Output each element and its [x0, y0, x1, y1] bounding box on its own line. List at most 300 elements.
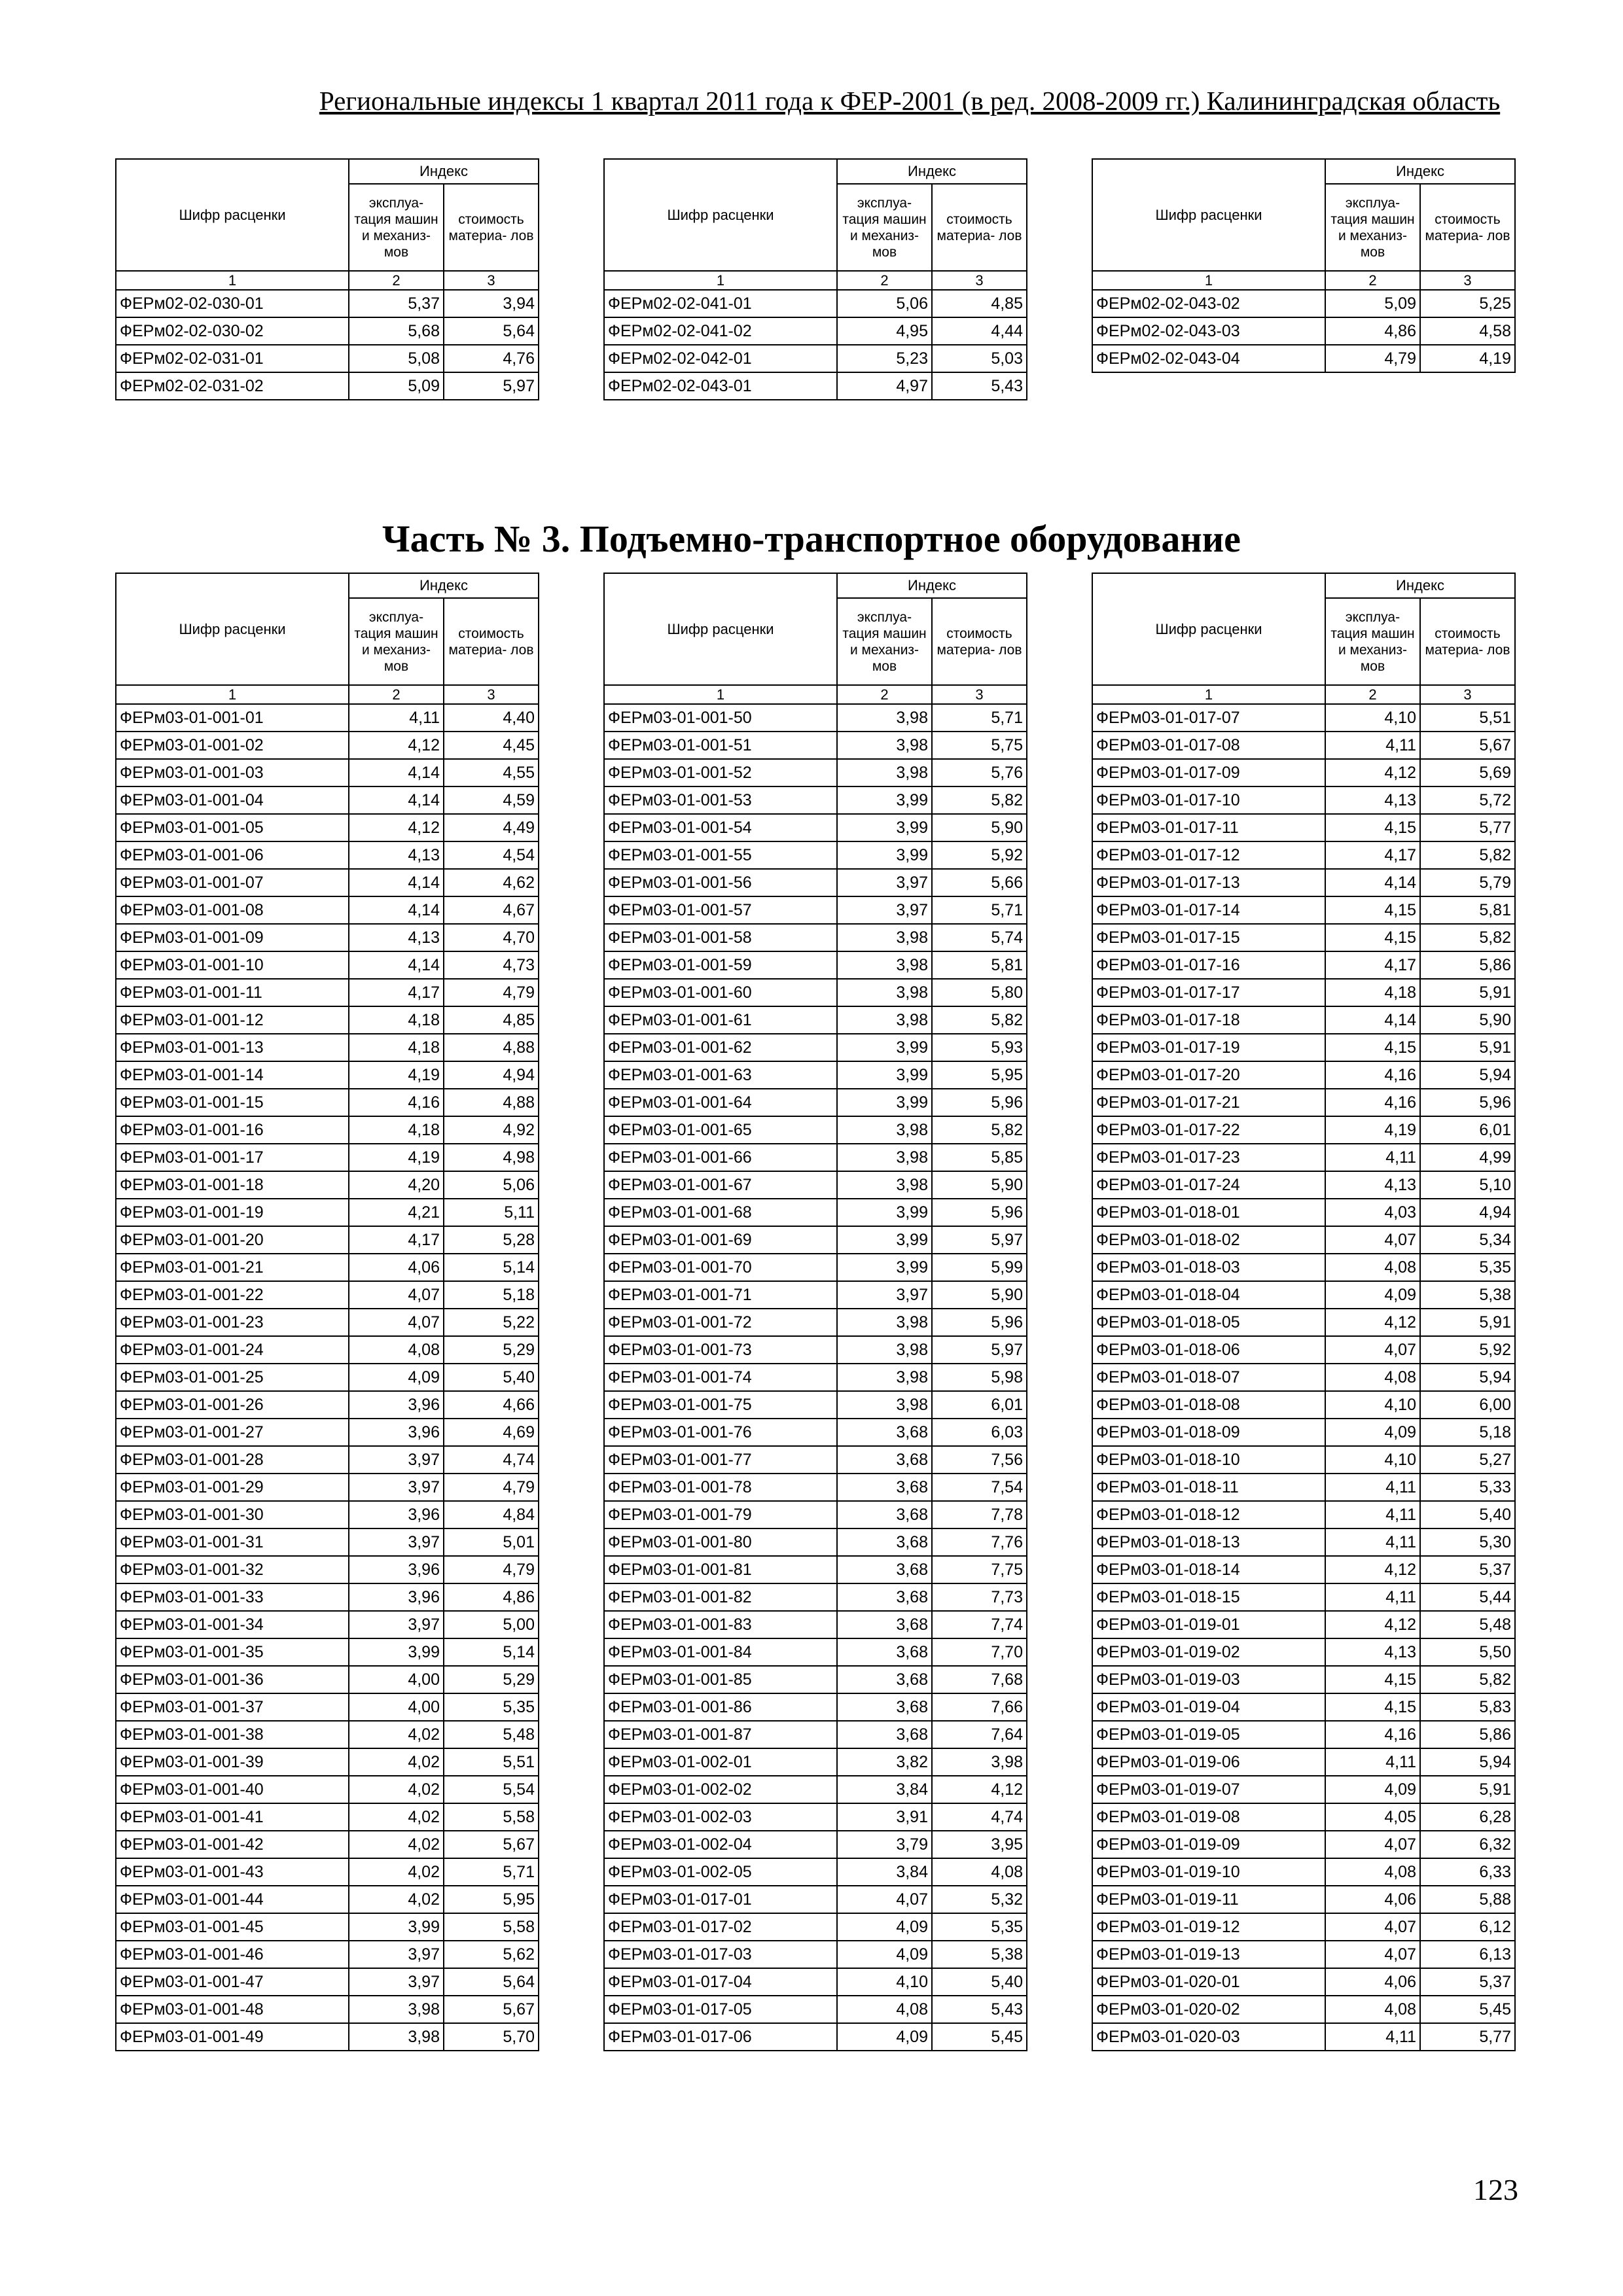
rate-code-cell: ФЕРм03-01-001-56	[604, 869, 837, 896]
materials-index-cell: 5,67	[444, 1831, 539, 1858]
materials-index-cell: 5,97	[444, 372, 539, 400]
machines-index-cell: 3,98	[837, 924, 932, 951]
materials-header: стоимость материа- лов	[1420, 598, 1515, 685]
table-row	[1092, 732, 1515, 759]
index-table	[115, 573, 539, 2051]
table-row	[604, 1556, 1027, 1583]
materials-index-cell: 4,70	[444, 924, 539, 951]
code-header: Шифр расценки	[1092, 573, 1325, 685]
materials-index-cell: 5,82	[1420, 924, 1515, 951]
rate-code-cell: ФЕРм03-01-001-11	[116, 979, 349, 1006]
machines-index-cell: 3,98	[349, 1996, 444, 2023]
rate-code-cell: ФЕРм03-01-017-05	[604, 1996, 837, 2023]
materials-index-cell: 5,43	[932, 1996, 1027, 2023]
materials-index-cell: 4,98	[444, 1144, 539, 1171]
table-row	[116, 1611, 539, 1638]
machines-index-cell: 4,11	[1325, 1144, 1420, 1171]
column-number: 1	[604, 685, 837, 704]
column-numbers-row	[604, 271, 1027, 290]
materials-index-cell: 5,90	[932, 1281, 1027, 1309]
table-row	[604, 345, 1027, 372]
rate-code-cell: ФЕРм02-02-031-01	[116, 345, 349, 372]
rate-code-cell: ФЕРм03-01-001-17	[116, 1144, 349, 1171]
rate-code-cell: ФЕРм02-02-043-02	[1092, 290, 1325, 317]
table-row	[116, 1309, 539, 1336]
rate-code-cell: ФЕРм03-01-001-43	[116, 1858, 349, 1886]
materials-index-cell: 5,35	[444, 1693, 539, 1721]
table-row	[116, 290, 539, 317]
rate-code-cell: ФЕРм03-01-001-07	[116, 869, 349, 896]
rate-code-cell: ФЕРм03-01-017-12	[1092, 841, 1325, 869]
table-row	[116, 1006, 539, 1034]
machines-index-cell: 4,19	[349, 1144, 444, 1171]
machines-index-cell: 4,10	[837, 1968, 932, 1996]
materials-index-cell: 4,76	[444, 345, 539, 372]
machines-index-cell: 4,11	[1325, 1528, 1420, 1556]
materials-index-cell: 5,95	[444, 1886, 539, 1913]
table-row	[604, 1254, 1027, 1281]
machines-index-cell: 3,99	[837, 786, 932, 814]
materials-index-cell: 4,99	[1420, 1144, 1515, 1171]
index-header: Индекс	[837, 573, 1027, 598]
rate-code-cell: ФЕРм03-01-001-22	[116, 1281, 349, 1309]
rate-code-cell: ФЕРм03-01-019-05	[1092, 1721, 1325, 1748]
table-row	[1092, 1528, 1515, 1556]
materials-index-cell: 5,77	[1420, 2023, 1515, 2051]
materials-index-cell: 5,90	[932, 1171, 1027, 1199]
machines-header: эксплуа- тация машин и механиз- мов	[1325, 184, 1420, 271]
machines-index-cell: 4,14	[349, 869, 444, 896]
table-row	[1092, 1144, 1515, 1171]
materials-index-cell: 5,75	[932, 732, 1027, 759]
table-row	[1092, 1941, 1515, 1968]
rate-code-cell: ФЕРм03-01-001-75	[604, 1391, 837, 1419]
machines-index-cell: 4,08	[1325, 1858, 1420, 1886]
machines-index-cell: 3,99	[349, 1638, 444, 1666]
index-table	[115, 158, 539, 400]
table-row	[604, 1419, 1027, 1446]
materials-index-cell: 7,74	[932, 1611, 1027, 1638]
index-table	[1092, 573, 1516, 2051]
table-row	[116, 841, 539, 869]
machines-index-cell: 3,99	[837, 814, 932, 841]
code-header: Шифр расценки	[1092, 159, 1325, 271]
column-number: 1	[1092, 685, 1325, 704]
machines-index-cell: 4,95	[837, 317, 932, 345]
rate-code-cell: ФЕРм03-01-017-02	[604, 1913, 837, 1941]
materials-index-cell: 6,00	[1420, 1391, 1515, 1419]
table-row	[116, 2023, 539, 2051]
machines-index-cell: 3,99	[349, 1913, 444, 1941]
machines-index-cell: 4,14	[349, 896, 444, 924]
materials-index-cell: 4,69	[444, 1419, 539, 1446]
machines-index-cell: 4,07	[1325, 1226, 1420, 1254]
materials-index-cell: 5,86	[1420, 1721, 1515, 1748]
table-row	[604, 1501, 1027, 1528]
rate-code-cell: ФЕРм03-01-017-14	[1092, 896, 1325, 924]
rate-code-cell: ФЕРм03-01-018-05	[1092, 1309, 1325, 1336]
machines-index-cell: 3,99	[837, 841, 932, 869]
materials-index-cell: 5,00	[444, 1611, 539, 1638]
table-row	[604, 1666, 1027, 1693]
rate-code-cell: ФЕРм03-01-001-59	[604, 951, 837, 979]
machines-index-cell: 4,17	[349, 979, 444, 1006]
machines-index-cell: 4,86	[1325, 317, 1420, 345]
table-row	[1092, 1446, 1515, 1474]
table-row	[604, 759, 1027, 786]
materials-index-cell: 7,66	[932, 1693, 1027, 1721]
table-row	[116, 1336, 539, 1364]
rate-code-cell: ФЕРм02-02-031-02	[116, 372, 349, 400]
materials-index-cell: 4,66	[444, 1391, 539, 1419]
machines-index-cell: 3,97	[349, 1611, 444, 1638]
table-row	[1092, 317, 1515, 345]
materials-index-cell: 5,70	[444, 2023, 539, 2051]
table-row	[1092, 869, 1515, 896]
table-row	[116, 1144, 539, 1171]
table-row	[116, 1528, 539, 1556]
materials-index-cell: 5,45	[1420, 1996, 1515, 2023]
rate-code-cell: ФЕРм03-01-017-04	[604, 1968, 837, 1996]
machines-index-cell: 3,68	[837, 1419, 932, 1446]
table-row	[604, 290, 1027, 317]
page-title: Региональные индексы 1 квартал 2011 года к ФЕР-2001 (в ред. 2008-2009 гг.) Калининградская область	[319, 86, 1501, 116]
rate-code-cell: ФЕРм03-01-001-55	[604, 841, 837, 869]
rate-code-cell: ФЕРм03-01-020-03	[1092, 2023, 1325, 2051]
rate-code-cell: ФЕРм03-01-001-12	[116, 1006, 349, 1034]
rate-code-cell: ФЕРм03-01-001-50	[604, 704, 837, 732]
table-row	[116, 1446, 539, 1474]
materials-index-cell: 5,76	[932, 759, 1027, 786]
table-row	[116, 1116, 539, 1144]
materials-index-cell: 4,88	[444, 1089, 539, 1116]
machines-index-cell: 4,11	[1325, 1583, 1420, 1611]
table-row	[604, 1171, 1027, 1199]
materials-index-cell: 5,94	[1420, 1061, 1515, 1089]
table-row	[116, 1391, 539, 1419]
machines-index-cell: 5,09	[1325, 290, 1420, 317]
rate-code-cell: ФЕРм03-01-001-42	[116, 1831, 349, 1858]
rate-code-cell: ФЕРм03-01-001-66	[604, 1144, 837, 1171]
column-numbers-row	[1092, 685, 1515, 704]
rate-code-cell: ФЕРм03-01-018-03	[1092, 1254, 1325, 1281]
machines-index-cell: 5,08	[349, 345, 444, 372]
machines-index-cell: 4,10	[1325, 1446, 1420, 1474]
table-row	[116, 1364, 539, 1391]
rate-code-cell: ФЕРм03-01-019-10	[1092, 1858, 1325, 1886]
rate-code-cell: ФЕРм03-01-001-78	[604, 1474, 837, 1501]
machines-index-cell: 4,15	[1325, 814, 1420, 841]
rate-code-cell: ФЕРм03-01-018-07	[1092, 1364, 1325, 1391]
rate-code-cell: ФЕРм03-01-019-07	[1092, 1776, 1325, 1803]
column-number: 1	[604, 271, 837, 290]
rate-code-cell: ФЕРм03-01-001-20	[116, 1226, 349, 1254]
machines-index-cell: 3,68	[837, 1583, 932, 1611]
table-row	[116, 1831, 539, 1858]
table-row	[1092, 1831, 1515, 1858]
machines-index-cell: 4,07	[1325, 1831, 1420, 1858]
rate-code-cell: ФЕРм03-01-001-67	[604, 1171, 837, 1199]
materials-index-cell: 6,01	[932, 1391, 1027, 1419]
table-row	[604, 2023, 1027, 2051]
rate-code-cell: ФЕРм03-01-001-44	[116, 1886, 349, 1913]
table-row	[604, 841, 1027, 869]
table-row	[604, 1776, 1027, 1803]
machines-index-cell: 4,19	[1325, 1116, 1420, 1144]
machines-header: эксплуа- тация машин и механиз- мов	[837, 184, 932, 271]
materials-index-cell: 5,82	[932, 1116, 1027, 1144]
machines-index-cell: 3,98	[837, 704, 932, 732]
table-row	[1092, 2023, 1515, 2051]
materials-index-cell: 5,92	[1420, 1336, 1515, 1364]
rate-code-cell: ФЕРм03-01-019-11	[1092, 1886, 1325, 1913]
machines-index-cell: 4,16	[349, 1089, 444, 1116]
materials-header: стоимость материа- лов	[444, 184, 539, 271]
rate-code-cell: ФЕРм03-01-001-27	[116, 1419, 349, 1446]
rate-code-cell: ФЕРм02-02-030-01	[116, 290, 349, 317]
machines-index-cell: 4,15	[1325, 896, 1420, 924]
rate-code-cell: ФЕРм03-01-001-10	[116, 951, 349, 979]
rate-code-cell: ФЕРм03-01-018-09	[1092, 1419, 1325, 1446]
machines-index-cell: 4,18	[1325, 979, 1420, 1006]
machines-index-cell: 4,12	[1325, 1611, 1420, 1638]
table-row	[604, 951, 1027, 979]
rate-code-cell: ФЕРм03-01-017-09	[1092, 759, 1325, 786]
table-row	[116, 372, 539, 400]
table-row	[604, 1391, 1027, 1419]
machines-index-cell: 4,08	[837, 1996, 932, 2023]
rate-code-cell: ФЕРм03-01-001-53	[604, 786, 837, 814]
machines-index-cell: 3,97	[349, 1446, 444, 1474]
rate-code-cell: ФЕРм03-01-001-29	[116, 1474, 349, 1501]
machines-index-cell: 4,09	[837, 2023, 932, 2051]
rate-code-cell: ФЕРм03-01-017-16	[1092, 951, 1325, 979]
materials-index-cell: 5,01	[444, 1528, 539, 1556]
machines-index-cell: 3,98	[837, 1144, 932, 1171]
machines-index-cell: 4,14	[1325, 1006, 1420, 1034]
materials-index-cell: 5,30	[1420, 1528, 1515, 1556]
table-row	[1092, 1391, 1515, 1419]
table-row	[116, 1666, 539, 1693]
materials-index-cell: 5,66	[932, 869, 1027, 896]
column-numbers-row	[604, 685, 1027, 704]
materials-index-cell: 7,78	[932, 1501, 1027, 1528]
table-row	[604, 1281, 1027, 1309]
column-number: 3	[932, 271, 1027, 290]
table-row	[1092, 1061, 1515, 1089]
table-row	[604, 704, 1027, 732]
machines-index-cell: 3,98	[837, 1116, 932, 1144]
table-row	[604, 1089, 1027, 1116]
table-row	[116, 814, 539, 841]
rate-code-cell: ФЕРм03-01-001-19	[116, 1199, 349, 1226]
machines-index-cell: 4,08	[1325, 1364, 1420, 1391]
rate-code-cell: ФЕРм03-01-018-15	[1092, 1583, 1325, 1611]
rate-code-cell: ФЕРм03-01-001-28	[116, 1446, 349, 1474]
machines-index-cell: 3,96	[349, 1501, 444, 1528]
table-row	[116, 1199, 539, 1226]
machines-index-cell: 3,97	[837, 869, 932, 896]
machines-index-cell: 3,98	[837, 759, 932, 786]
table-row	[604, 1446, 1027, 1474]
table-row	[1092, 1281, 1515, 1309]
table-row	[116, 869, 539, 896]
table-row	[604, 1693, 1027, 1721]
materials-index-cell: 5,93	[932, 1034, 1027, 1061]
rate-code-cell: ФЕРм03-01-001-83	[604, 1611, 837, 1638]
materials-index-cell: 5,86	[1420, 951, 1515, 979]
rate-code-cell: ФЕРм03-01-001-15	[116, 1089, 349, 1116]
machines-index-cell: 4,12	[1325, 1309, 1420, 1336]
rate-code-cell: ФЕРм02-02-030-02	[116, 317, 349, 345]
materials-index-cell: 5,14	[444, 1638, 539, 1666]
rate-code-cell: ФЕРм03-01-001-30	[116, 1501, 349, 1528]
table-row	[1092, 896, 1515, 924]
table-row	[116, 1061, 539, 1089]
materials-index-cell: 5,90	[932, 814, 1027, 841]
rate-code-cell: ФЕРм03-01-001-03	[116, 759, 349, 786]
code-header: Шифр расценки	[604, 159, 837, 271]
rate-code-cell: ФЕРм03-01-001-05	[116, 814, 349, 841]
materials-index-cell: 5,62	[444, 1941, 539, 1968]
machines-index-cell: 4,11	[1325, 1501, 1420, 1528]
table-row	[604, 1913, 1027, 1941]
table-row	[604, 372, 1027, 400]
machines-index-cell: 3,68	[837, 1446, 932, 1474]
rate-code-cell: ФЕРм03-01-017-19	[1092, 1034, 1325, 1061]
machines-header: эксплуа- тация машин и механиз- мов	[349, 598, 444, 685]
rate-code-cell: ФЕРм03-01-001-26	[116, 1391, 349, 1419]
table-row	[1092, 841, 1515, 869]
machines-index-cell: 4,15	[1325, 1693, 1420, 1721]
materials-index-cell: 5,48	[1420, 1611, 1515, 1638]
machines-index-cell: 3,97	[837, 896, 932, 924]
rate-code-cell: ФЕРм03-01-001-23	[116, 1309, 349, 1336]
rate-code-cell: ФЕРм03-01-001-16	[116, 1116, 349, 1144]
machines-index-cell: 3,98	[837, 1171, 932, 1199]
code-header: Шифр расценки	[116, 159, 349, 271]
materials-index-cell: 6,28	[1420, 1803, 1515, 1831]
machines-index-cell: 4,08	[1325, 1996, 1420, 2023]
machines-index-cell: 4,11	[1325, 732, 1420, 759]
machines-index-cell: 4,19	[349, 1061, 444, 1089]
materials-index-cell: 7,73	[932, 1583, 1027, 1611]
column-number: 3	[444, 685, 539, 704]
table-row	[116, 1913, 539, 1941]
machines-index-cell: 3,98	[837, 979, 932, 1006]
machines-index-cell: 5,06	[837, 290, 932, 317]
rate-code-cell: ФЕРм03-01-001-24	[116, 1336, 349, 1364]
rate-code-cell: ФЕРм03-01-017-01	[604, 1886, 837, 1913]
materials-index-cell: 7,70	[932, 1638, 1027, 1666]
rate-code-cell: ФЕРм03-01-017-18	[1092, 1006, 1325, 1034]
machines-index-cell: 3,68	[837, 1611, 932, 1638]
column-numbers-row	[1092, 271, 1515, 290]
machines-index-cell: 4,11	[1325, 1748, 1420, 1776]
machines-index-cell: 3,98	[837, 951, 932, 979]
rate-code-cell: ФЕРм02-02-042-01	[604, 345, 837, 372]
column-number: 2	[837, 685, 932, 704]
column-number: 3	[444, 271, 539, 290]
materials-index-cell: 5,96	[932, 1199, 1027, 1226]
machines-index-cell: 4,06	[1325, 1886, 1420, 1913]
table-row	[116, 1638, 539, 1666]
machines-index-cell: 3,68	[837, 1638, 932, 1666]
machines-index-cell: 5,68	[349, 317, 444, 345]
table-row	[116, 979, 539, 1006]
materials-index-cell: 4,73	[444, 951, 539, 979]
rate-code-cell: ФЕРм03-01-017-21	[1092, 1089, 1325, 1116]
rate-code-cell: ФЕРм03-01-001-58	[604, 924, 837, 951]
materials-index-cell: 5,88	[1420, 1886, 1515, 1913]
rate-code-cell: ФЕРм03-01-001-63	[604, 1061, 837, 1089]
index-header: Индекс	[837, 159, 1027, 184]
index-header: Индекс	[349, 573, 539, 598]
machines-index-cell: 5,09	[349, 372, 444, 400]
machines-index-cell: 4,21	[349, 1199, 444, 1226]
table-row	[604, 979, 1027, 1006]
table-row	[116, 924, 539, 951]
machines-index-cell: 3,98	[837, 732, 932, 759]
materials-index-cell: 5,38	[932, 1941, 1027, 1968]
table-row	[604, 1583, 1027, 1611]
machines-index-cell: 4,18	[349, 1116, 444, 1144]
materials-index-cell: 4,85	[444, 1006, 539, 1034]
machines-index-cell: 3,68	[837, 1474, 932, 1501]
materials-index-cell: 5,37	[1420, 1556, 1515, 1583]
machines-index-cell: 4,13	[349, 841, 444, 869]
rate-code-cell: ФЕРм03-01-019-04	[1092, 1693, 1325, 1721]
materials-index-cell: 4,62	[444, 869, 539, 896]
table-row	[604, 317, 1027, 345]
code-header: Шифр расценки	[116, 573, 349, 685]
machines-index-cell: 4,16	[1325, 1061, 1420, 1089]
materials-index-cell: 5,71	[444, 1858, 539, 1886]
table-row	[116, 1501, 539, 1528]
machines-index-cell: 4,11	[1325, 1474, 1420, 1501]
machines-index-cell: 4,18	[349, 1006, 444, 1034]
column-number: 2	[349, 271, 444, 290]
table-row	[1092, 1254, 1515, 1281]
machines-index-cell: 3,99	[837, 1034, 932, 1061]
materials-index-cell: 5,51	[1420, 704, 1515, 732]
materials-index-cell: 5,18	[1420, 1419, 1515, 1446]
materials-index-cell: 5,96	[1420, 1089, 1515, 1116]
rate-code-cell: ФЕРм03-01-001-13	[116, 1034, 349, 1061]
column-number: 1	[1092, 271, 1325, 290]
materials-index-cell: 5,81	[1420, 896, 1515, 924]
rate-code-cell: ФЕРм03-01-001-18	[116, 1171, 349, 1199]
page-number: 123	[1473, 2173, 1518, 2206]
machines-index-cell: 4,11	[1325, 2023, 1420, 2051]
machines-index-cell: 4,07	[1325, 1913, 1420, 1941]
materials-index-cell: 6,32	[1420, 1831, 1515, 1858]
table-row	[604, 924, 1027, 951]
column-numbers-row	[116, 271, 539, 290]
machines-index-cell: 4,13	[1325, 1171, 1420, 1199]
table-row	[1092, 1748, 1515, 1776]
machines-index-cell: 4,07	[349, 1309, 444, 1336]
rate-code-cell: ФЕРм03-01-001-32	[116, 1556, 349, 1583]
machines-index-cell: 3,99	[837, 1061, 932, 1089]
machines-index-cell: 4,12	[349, 732, 444, 759]
rate-code-cell: ФЕРм03-01-001-09	[116, 924, 349, 951]
rate-code-cell: ФЕРм03-01-001-77	[604, 1446, 837, 1474]
materials-index-cell: 5,97	[932, 1336, 1027, 1364]
table-row	[604, 1721, 1027, 1748]
table-row	[1092, 1474, 1515, 1501]
table-row	[1092, 979, 1515, 1006]
